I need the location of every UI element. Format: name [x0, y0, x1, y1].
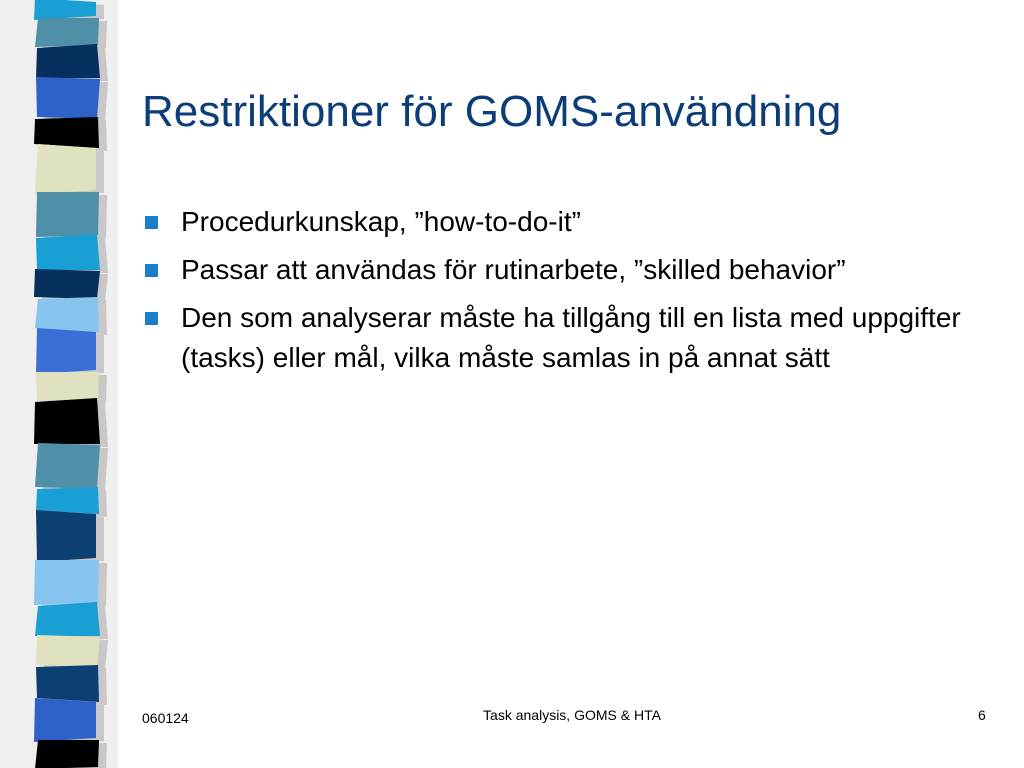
- square-bullet-icon: [145, 312, 158, 325]
- bullet-item-3: [142, 298, 1002, 378]
- stripe-block: [35, 443, 100, 489]
- stripe-block: [34, 560, 99, 605]
- stripe-block: [36, 234, 100, 270]
- footer-title: Task analysis, GOMS & HTA: [483, 707, 661, 723]
- footer-date: 060124: [142, 710, 189, 726]
- square-bullet-icon: [145, 216, 158, 229]
- stripe-block: [36, 44, 100, 78]
- stripe-block: [36, 77, 100, 119]
- stripe-block: [36, 665, 99, 702]
- stripe-block: [35, 297, 99, 332]
- stripe-block: [34, 398, 100, 444]
- bullet-text: Passar att användas för rutinarbete, ”skilled behavior”: [181, 254, 846, 285]
- stripe-block: [36, 510, 96, 562]
- stripe-block: [36, 328, 96, 374]
- bullet-list: [142, 202, 1002, 386]
- stripe-block: [34, 269, 100, 299]
- bullet-item-1: [142, 202, 1002, 242]
- stripe-block: [36, 487, 99, 514]
- stripe-block: [35, 602, 100, 636]
- stripe-block: [35, 144, 96, 194]
- decorative-stripe: [0, 0, 118, 768]
- page-number: 6: [978, 707, 986, 723]
- bullet-text: Den som analyserar måste ha tillgång till en lista med uppgifter (tasks) eller mål, vilka måste samlas in på annat sätt: [181, 302, 961, 373]
- bullet-item-2: [142, 250, 1002, 290]
- stripe-block: [36, 192, 99, 237]
- stripe-block: [34, 0, 96, 20]
- stripe-block: [35, 18, 99, 47]
- stripe-block: [36, 372, 99, 401]
- square-bullet-icon: [145, 264, 158, 277]
- stripe-block: [36, 635, 100, 667]
- slide-title: Restriktioner för GOMS-användning: [142, 87, 842, 136]
- stripe-block: [34, 117, 99, 148]
- stripe-block: [35, 740, 99, 768]
- bullet-text: Procedurkunskap, ”how-to-do-it”: [181, 206, 581, 237]
